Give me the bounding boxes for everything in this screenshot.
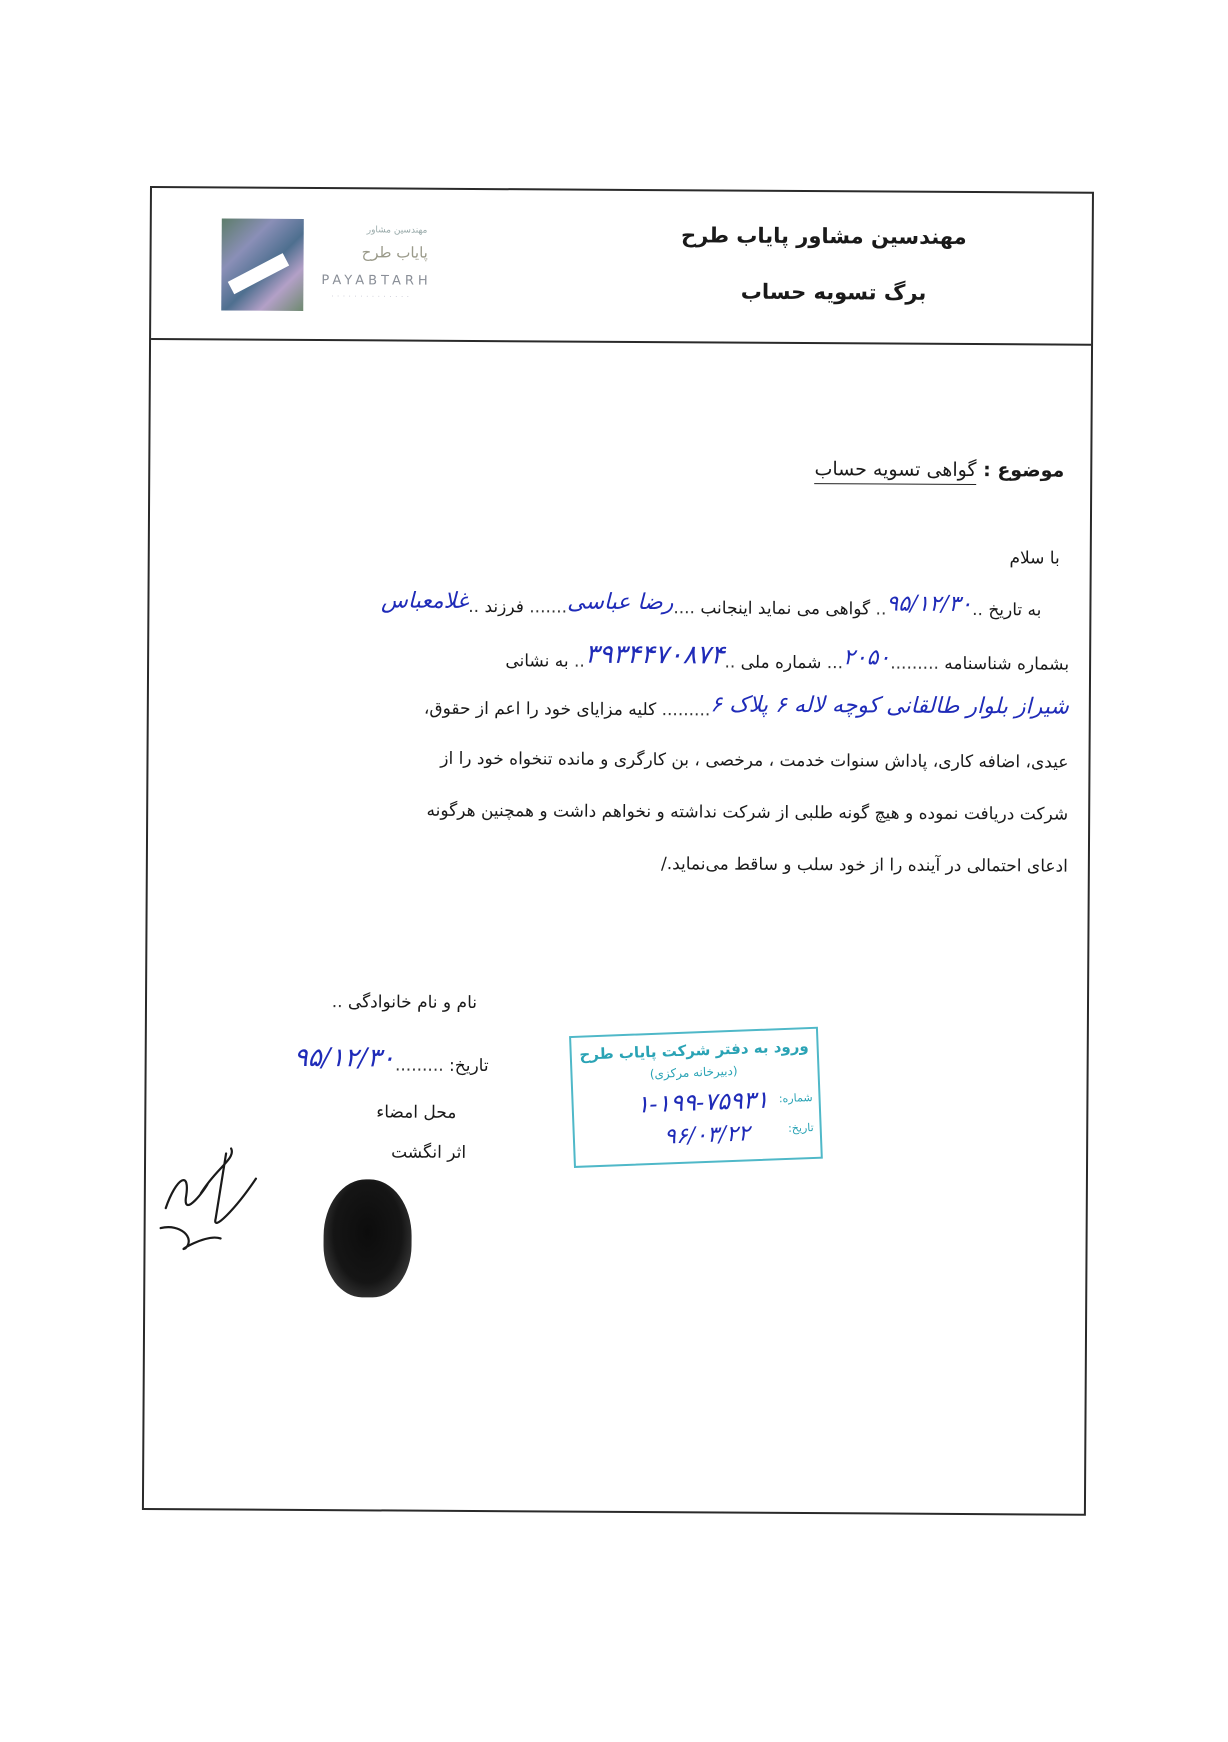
- logo-small-text: مهندسین مشاور: [366, 225, 428, 236]
- signature-place-label: محل امضاء: [376, 1102, 457, 1123]
- stamp-date-label: تاریخ:: [787, 1120, 814, 1135]
- handwritten-address: شیراز بلوار طالقانی کوچه لاله ۶ پلاک ۶: [710, 692, 1069, 720]
- handwritten-id-number: ۲۰۵۰: [842, 645, 891, 671]
- stamp-number-label: شماره:: [778, 1090, 813, 1106]
- dotted-field: ...: [826, 653, 844, 674]
- form-title: برگ تسویه حساب: [740, 279, 927, 305]
- id-label: بشماره شناسنامه: [944, 653, 1070, 675]
- logo-mark-icon: [221, 218, 304, 310]
- receipt-stamp: [569, 1027, 823, 1168]
- handwritten-national-id: ۳۹۳۴۴۷۰۸۷۴: [584, 639, 725, 671]
- handwritten-name: رضا عباسی: [567, 589, 674, 616]
- dotted-field: .......: [529, 597, 568, 618]
- signature-date: [293, 1042, 489, 1077]
- full-name-label-text: نام و نام خانوادگی: [347, 992, 478, 1014]
- logo-tagline-mark: · · · · · · · · · · · · · ·: [331, 293, 410, 301]
- address-label: به نشانی: [505, 651, 569, 672]
- letterhead: [151, 188, 1092, 346]
- dotted-field: ....: [673, 598, 696, 619]
- company-name: مهندسین مشاور پایاب طرح: [680, 223, 967, 249]
- handwritten-date: ۹۵/۱۲/۳۰: [886, 591, 973, 618]
- subject-label: موضوع :: [983, 459, 1065, 482]
- body-line-5: شرکت دریافت نموده و هیچ گونه طلبی از شرکت نداشته و نخواهم داشت و همچنین هرگونه: [426, 800, 1069, 825]
- stamp-number: ۱-۱۹۹-۷۵۹۳۱: [635, 1085, 770, 1119]
- certify-text: گواهی می نماید اینجانب: [700, 598, 871, 620]
- dotted-field: ..: [875, 599, 887, 620]
- dotted-field: .........: [394, 1055, 444, 1076]
- dotted-field: ..: [724, 652, 736, 673]
- national-id-label: شماره ملی: [740, 652, 822, 674]
- benefits-text: کلیه مزایای خود را اعم از حقوق،: [423, 698, 657, 721]
- subject-text: گواهی تسویه حساب: [814, 458, 976, 485]
- handwritten-father-name: غلامعباس: [381, 588, 469, 614]
- company-logo: [221, 218, 542, 320]
- body-line-4: عیدی، اضافه کاری، پاداش سنوات خدمت ، مرخصی ، بن کارگری و مانده تنخواه خود را از: [440, 748, 1069, 773]
- body-line-2: [505, 639, 1070, 675]
- fingerprint-label: اثر انگشت: [391, 1142, 467, 1163]
- document-frame: [142, 186, 1094, 1516]
- stamp-title: ورود به دفتر شرکت پایاب طرح: [579, 1037, 809, 1064]
- stamp-subtitle: (دبیرخانه مرکزی): [649, 1063, 738, 1082]
- handwritten-signature-date: ۹۵/۱۲/۳۰: [293, 1042, 396, 1074]
- fingerprint-image: [323, 1179, 412, 1298]
- dotted-field: ..: [972, 600, 984, 621]
- handwritten-signature: [145, 1138, 286, 1259]
- stamp-date: ۹۶/۰۳/۲۲: [663, 1121, 751, 1150]
- body-line-1: [381, 588, 1042, 621]
- body-line-3: [423, 692, 1069, 723]
- date-intro-text: به تاریخ: [988, 600, 1042, 621]
- subject-line: [814, 460, 1064, 481]
- dotted-field: ..: [331, 992, 349, 1013]
- body-line-6: ادعای احتمالی در آینده را از خود سلب و ساقط می‌نماید./: [660, 854, 1068, 877]
- logo-latin-text: PAYABTARH: [321, 273, 432, 289]
- dotted-field: ..: [573, 651, 585, 672]
- signature-date-label: تاریخ:: [449, 1055, 489, 1077]
- child-of-text: فرزند: [484, 597, 524, 618]
- dotted-field: .........: [661, 700, 711, 721]
- full-name-label: [332, 994, 477, 1012]
- dotted-field: ..: [468, 596, 480, 618]
- logo-persian-text: پایاب طرح: [361, 243, 428, 262]
- dotted-field: .........: [890, 653, 939, 674]
- greeting: با سلام: [1009, 548, 1060, 569]
